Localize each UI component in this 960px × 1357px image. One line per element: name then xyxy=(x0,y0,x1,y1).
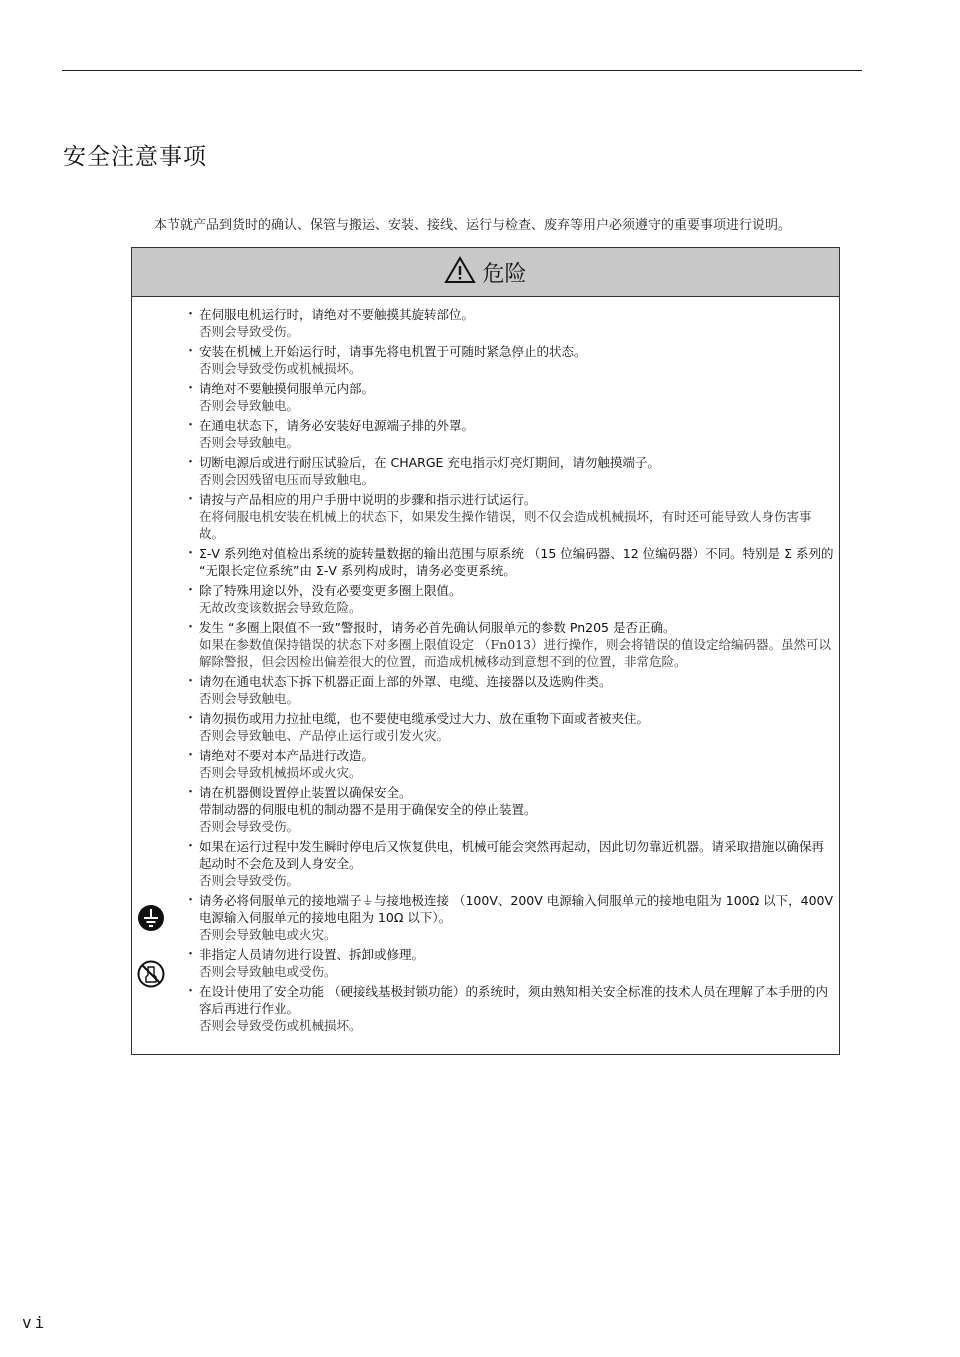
item-main: 在通电状态下，请务必安装好电源端子排的外罩。 xyxy=(199,418,475,433)
list-item xyxy=(184,747,834,781)
item-sub: 在将伺服电机安装在机械上的状态下，如果发生操作错误，则不仅会造成机械损坏，有时还可能导致人身伤害事故。 xyxy=(199,509,812,541)
list-item xyxy=(184,784,834,835)
item-sub: 无故改变该数据会导致危险。 xyxy=(199,600,362,615)
danger-box xyxy=(131,247,840,1055)
item-main: 请绝对不要触摸伺服单元内部。 xyxy=(199,381,375,396)
bullet: ・ xyxy=(184,381,198,396)
item-sub: 否则会导致受伤或机械损坏。 xyxy=(199,361,362,376)
list-item xyxy=(184,454,834,488)
list-item xyxy=(184,491,834,542)
list-item xyxy=(184,710,834,744)
bullet: ・ xyxy=(184,947,198,962)
list-item xyxy=(184,343,834,377)
bullet: ・ xyxy=(184,492,198,507)
item-sub: 否则会导致触电或火灾。 xyxy=(199,927,337,942)
intro-text: 本节就产品到货时的确认、保管与搬运、安装、接线、运行与检查、废弃等用户必须遵守的重要事项进行说明。 xyxy=(154,218,792,233)
item-sub: 否则会导致受伤或机械损坏。 xyxy=(199,1018,362,1033)
item-main: 请务必将伺服单元的接地端子⏚与接地极连接 （100V、200V 电源输入伺服单元的接地电阻为 100Ω 以下，400V 电源输入伺服单元的接地电阻为 10Ω 以下）。 xyxy=(199,893,834,925)
item-main: 非指定人员请勿进行设置、拆卸或修理。 xyxy=(199,947,425,962)
bullet: ・ xyxy=(184,893,198,908)
warning-triangle-icon xyxy=(444,256,476,288)
bullet: ・ xyxy=(184,711,198,726)
bullet: ・ xyxy=(184,674,198,689)
bullet: ・ xyxy=(184,344,198,359)
list-item xyxy=(184,380,834,414)
item-sub: 否则会导致受伤。 xyxy=(199,873,300,888)
list-item xyxy=(184,582,834,616)
page-number: vi xyxy=(22,1313,48,1332)
item-sub: 否则会导致受伤。 xyxy=(199,819,300,834)
item-main: 在设计使用了安全功能 （硬接线基极封锁功能）的系统时，须由熟知相关安全标准的技术人员在理解了本手册的内容后再进行作业。 xyxy=(199,984,828,1016)
item-sub: 如果在参数值保持错误的状态下对多圈上限值设定 （Fn013）进行操作，则会将错误的值设定给编码器。虽然可以解除警报，但会因检出偏差很大的位置，而造成机械移动到意想不到的位置，非常危险。 xyxy=(199,637,832,669)
bullet: ・ xyxy=(184,620,198,635)
item-main: 如果在运行过程中发生瞬时停电后又恢复供电，机械可能会突然再起动，因此切勿靠近机器。请采取措施以确保再起动时不会危及到人身安全。 xyxy=(199,839,825,871)
list-item xyxy=(184,306,834,340)
item-sub: 否则会导致触电或受伤。 xyxy=(199,964,337,979)
list-item xyxy=(184,946,834,980)
list-item xyxy=(184,673,834,707)
top-rule xyxy=(62,70,862,71)
item-main: 切断电源后或进行耐压试验后，在 CHARGE 充电指示灯亮灯期间，请勿触摸端子。 xyxy=(199,455,660,470)
danger-title: 危险 xyxy=(482,261,527,287)
danger-header xyxy=(132,248,839,297)
item-sub: 否则会导致触电。 xyxy=(199,691,300,706)
item-main: 在伺服电机运行时，请绝对不要触摸其旋转部位。 xyxy=(199,307,475,322)
item-main: 请勿在通电状态下拆下机器正面上部的外罩、电缆、连接器以及选购件类。 xyxy=(199,674,612,689)
list-item xyxy=(184,545,834,579)
item-sub: 否则会导致受伤。 xyxy=(199,324,300,339)
bullet: ・ xyxy=(184,839,198,854)
list-item xyxy=(184,417,834,451)
bullet: ・ xyxy=(184,748,198,763)
bullet: ・ xyxy=(184,546,198,561)
bullet: ・ xyxy=(184,785,198,800)
item-main: 请按与产品相应的用户手册中说明的步骤和指示进行试运行。 xyxy=(199,492,537,507)
item-main: 请绝对不要对本产品进行改造。 xyxy=(199,748,375,763)
list-item xyxy=(184,838,834,889)
item-main: 发生 “多圈上限值不一致”警报时，请务必首先确认伺服单元的参数 Pn205 是否正确。 xyxy=(199,620,676,635)
bullet: ・ xyxy=(184,307,198,322)
no-disassembly-icon xyxy=(137,960,165,988)
bullet: ・ xyxy=(184,418,198,433)
item-main: 安装在机械上开始运行时，请事先将电机置于可随时紧急停止的状态。 xyxy=(199,344,587,359)
bullet: ・ xyxy=(184,984,198,999)
item-sub: 否则会导致触电。 xyxy=(199,398,300,413)
item-main: Σ-V 系列绝对值检出系统的旋转量数据的输出范围与原系统 （15 位编码器、12 位编码器）不同。特别是 Σ 系列的 “无限长定位系统”由 Σ-V 系列构成时，请务必变更系统。 xyxy=(199,546,834,578)
item-sub: 否则会导致触电。 xyxy=(199,435,300,450)
bullet: ・ xyxy=(184,455,198,470)
list-item xyxy=(184,983,834,1034)
item-sub: 否则会导致触电、产品停止运行或引发火灾。 xyxy=(199,728,450,743)
list-item xyxy=(184,619,834,670)
item-sub: 否则会因残留电压而导致触电。 xyxy=(199,472,375,487)
item-sub: 否则会导致机械损坏或火灾。 xyxy=(199,765,362,780)
item-main: 请在机器侧设置停止装置以确保安全。 带制动器的伺服电机的制动器不是用于确保安全的停止装置。 xyxy=(199,785,537,817)
item-main: 除了特殊用途以外，没有必要变更多圈上限值。 xyxy=(199,583,462,598)
item-main: 请勿损伤或用力拉扯电缆，也不要使电缆承受过大力、放在重物下面或者被夹住。 xyxy=(199,711,650,726)
page-title: 安全注意事项 xyxy=(63,144,207,170)
list-item xyxy=(184,892,834,943)
danger-items xyxy=(184,306,834,1037)
ground-icon xyxy=(137,904,165,932)
bullet: ・ xyxy=(184,583,198,598)
